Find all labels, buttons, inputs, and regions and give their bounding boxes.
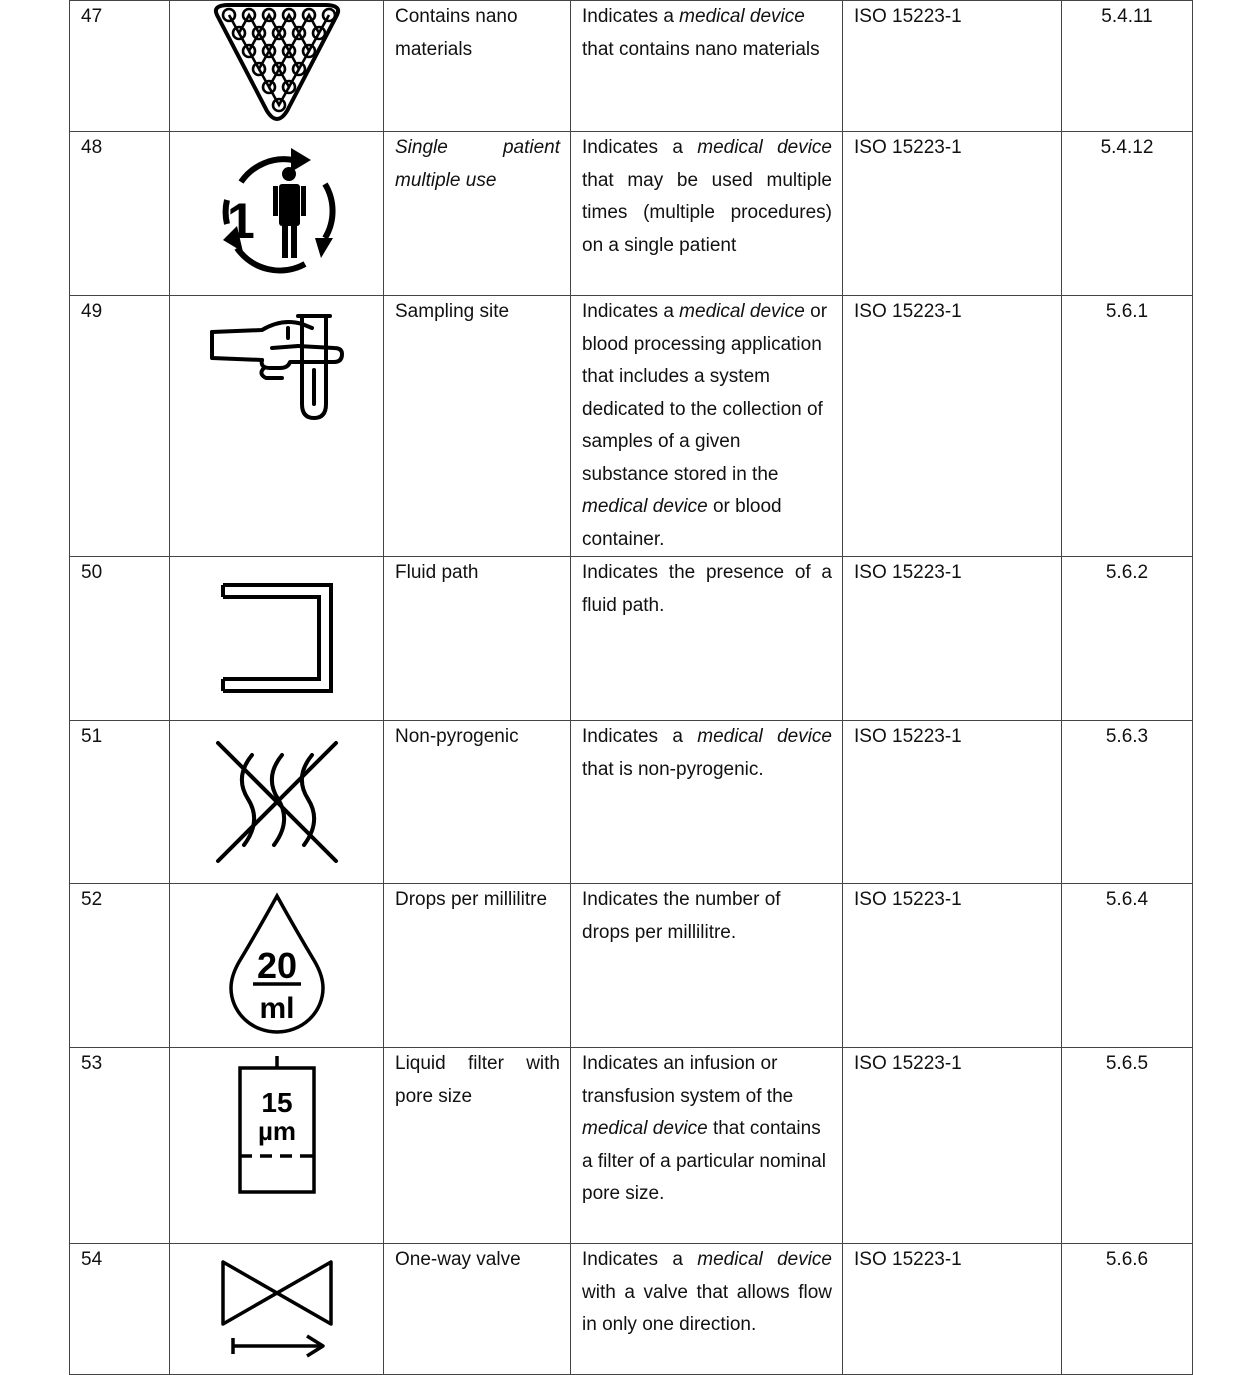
clause-number: 5.6.3 — [1062, 721, 1193, 884]
symbol-description: Indicates a medical device with a valve that allows flow in only one direction. — [571, 1244, 843, 1375]
standard-ref: ISO 15223-1 — [843, 721, 1062, 884]
row-number: 50 — [70, 557, 170, 721]
clause-number: 5.6.5 — [1062, 1048, 1193, 1244]
symbol-title: Single patient multiple use — [384, 132, 571, 296]
clause-number: 5.4.12 — [1062, 132, 1193, 296]
symbol-title: Sampling site — [384, 296, 571, 557]
row-number: 47 — [70, 1, 170, 132]
table-row — [70, 1048, 1193, 1244]
clause-number: 5.6.6 — [1062, 1244, 1193, 1375]
table-row — [70, 1244, 1193, 1375]
symbol-description: Indicates the number of drops per millilitre. — [571, 884, 843, 1048]
symbol-description: Indicates a medical device or blood processing application that includes a system dedicated to the collection of samples of a given substance stored in the medical device or blood container. — [571, 296, 843, 557]
table-row — [70, 1, 1193, 132]
symbol-title: One-way valve — [384, 1244, 571, 1375]
svg-text:20: 20 — [256, 945, 297, 986]
single-patient-multiple-use-icon — [207, 142, 347, 282]
row-number: 51 — [70, 721, 170, 884]
symbol-title: Contains nano materials — [384, 1, 571, 132]
standard-ref: ISO 15223-1 — [843, 1, 1062, 132]
table-row — [70, 132, 1193, 296]
non-pyrogenic-icon — [212, 737, 342, 867]
standard-ref: ISO 15223-1 — [843, 132, 1062, 296]
table-row — [70, 721, 1193, 884]
clause-number: 5.6.2 — [1062, 557, 1193, 721]
table-row — [70, 884, 1193, 1048]
fluid-path-icon — [217, 579, 337, 699]
symbol-description: Indicates a medical device that contains nano materials — [571, 1, 843, 132]
drops-per-millilitre-icon — [227, 892, 327, 1034]
table-row — [70, 557, 1193, 721]
symbol-description: Indicates the presence of a fluid path. — [571, 557, 843, 721]
table-row — [70, 296, 1193, 557]
svg-text:15: 15 — [260, 1087, 293, 1118]
row-number: 48 — [70, 132, 170, 296]
symbol-description: Indicates an infusion or transfusion system of the medical device that contains a filter of a particular nominal pore size. — [571, 1048, 843, 1244]
svg-text:ml: ml — [258, 992, 295, 1025]
symbol-description: Indicates a medical device that is non-pyrogenic. — [571, 721, 843, 884]
row-number: 52 — [70, 884, 170, 1048]
standard-ref: ISO 15223-1 — [843, 557, 1062, 721]
symbol-title: Fluid path — [384, 557, 571, 721]
svg-text:1: 1 — [226, 193, 255, 249]
standard-ref: ISO 15223-1 — [843, 1048, 1062, 1244]
row-number: 49 — [70, 296, 170, 557]
standard-ref: ISO 15223-1 — [843, 1244, 1062, 1375]
clause-number: 5.4.11 — [1062, 1, 1193, 132]
symbol-title: Non-pyrogenic — [384, 721, 571, 884]
one-way-valve-icon — [217, 1256, 337, 1360]
liquid-filter-icon — [232, 1054, 322, 1194]
row-number: 53 — [70, 1048, 170, 1244]
sampling-site-icon — [202, 308, 352, 428]
nano-materials-icon — [207, 1, 347, 125]
standard-ref: ISO 15223-1 — [843, 296, 1062, 557]
svg-text:µm: µm — [257, 1116, 296, 1146]
row-number: 54 — [70, 1244, 170, 1375]
symbol-title: Drops per millilitre — [384, 884, 571, 1048]
clause-number: 5.6.4 — [1062, 884, 1193, 1048]
symbol-description: Indicates a medical device that may be used multiple times (multiple procedures) on a single patient — [571, 132, 843, 296]
symbols-table — [69, 0, 1193, 1375]
standard-ref: ISO 15223-1 — [843, 884, 1062, 1048]
clause-number: 5.6.1 — [1062, 296, 1193, 557]
symbol-title: Liquid filter with pore size — [384, 1048, 571, 1244]
